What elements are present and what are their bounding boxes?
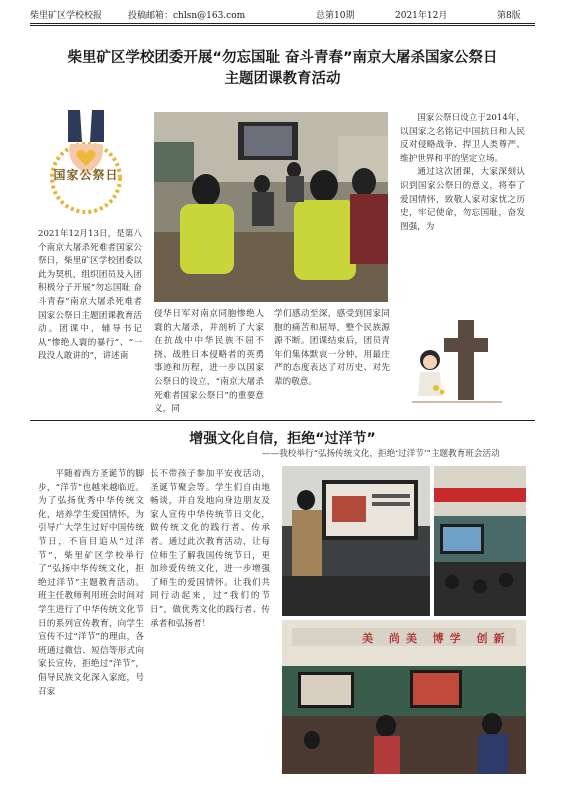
paper-name: 柴里矿区学校校报 bbox=[30, 11, 103, 21]
issue-date: 2021年12月 bbox=[395, 11, 448, 21]
article1-column-3: 学们感动至深，感受到国家同胞的痛苦和屈辱，整个民族源源不断。团课结束后，团员青年们集体默哀一分钟，用最庄严的态度表达了对历史、对先辈的敬意。 bbox=[274, 309, 390, 387]
article2-column-1: 平随着西方圣诞节的脚步，“洋节”也越来越临近。为了弘扬优秀中华传统文化，培养学生爱国情怀，为引导广大学生过好中国传统节日，不盲目追从“过洋节”，柴里矿区学校举行了“弘扬中华传统文化，拒绝过洋节”主题教育活动。班主任教师利用班会时间对学生进行了中华传统文化节日的系列宣传教育，向学生宣传不过“洋节”的理由，各班通过微信、短信等形式向家长宣传，拒绝过“洋节”，倡导民族文化深入家庭，号召家 bbox=[38, 469, 144, 697]
article1-column-4-para1: 国家公祭日设立于2014年，以国家之名铭记中国抗日和人民反对侵略战争、捍卫人类尊严、维护世界和平的坚定立场。 bbox=[400, 113, 525, 164]
page-number: 第8版 bbox=[497, 11, 521, 21]
classroom-photo-3 bbox=[434, 466, 526, 616]
article1-column-1: 2021年12月13日，是第八个南京大屠杀死难者国家公祭日，柴里矿区学校团委以此为契机，组织团员及入团积极分子开展“勿忘国耻 奋斗青春”南京大屠杀死难者国家公祭日主题团课教育活动。团课中，辅导书记从“惨绝人寰的暴行”、“一段没人敢讲的”，讲述南 bbox=[38, 229, 142, 362]
header-rule-1 bbox=[30, 23, 535, 24]
classroom-photo-4 bbox=[282, 620, 526, 774]
memorial-day-badge bbox=[40, 108, 132, 220]
article2-subtitle: ——我校举行“弘扬传统文化，拒绝‘过洋节’”主题教育班会活动 bbox=[262, 449, 500, 459]
classroom-photo-1 bbox=[154, 112, 388, 302]
article2-column-2: 长不带孩子参加平安夜活动，圣诞节聚会等。学生们自由地畅谈，并自发地向身边朋友及家人宣传中华传统节日文化，做传统文化的践行者、传承者。通过此次教育活动，让每位师生了解我国传统节日，更加珍爱传统文化，进一步增强了师生的爱国情怀。让我们共同行动起来，过“我们的节日”，做优秀文化的践行者、传承者和弘扬者！ bbox=[150, 469, 270, 629]
classroom-banner-text: 美 尚美 博学 创新 bbox=[362, 632, 511, 645]
article1-title-line2: 主题团课教育活动 bbox=[224, 71, 341, 87]
article1-title bbox=[30, 48, 535, 90]
section-divider bbox=[30, 420, 535, 421]
hands-heart-icon bbox=[40, 108, 132, 220]
header-rule-2 bbox=[30, 25, 535, 26]
classroom-photo-2 bbox=[282, 466, 430, 616]
article1-column-4 bbox=[400, 112, 525, 312]
article1-column-4-para2: 通过这次团课，大家深刻认识到国家公祭日的意义，将奉了爱国情怀，致敬人家对家忧之历史，牢记使命，勿忘国耻，奋发图强，为 bbox=[400, 167, 525, 232]
issue-number: 总第10期 bbox=[316, 11, 355, 21]
article2-title: 增强文化自信，拒绝“过洋节” bbox=[189, 431, 376, 447]
submission-email: 投稿邮箱：chlsn@163.com bbox=[128, 11, 246, 21]
masthead bbox=[30, 8, 535, 22]
article1-title-line1: 柴里矿区学校团委开展“勿忘国耻 奋斗青春”南京大屠杀国家公祭日 bbox=[67, 50, 498, 66]
badge-label: 国家公祭日 bbox=[53, 168, 119, 182]
article1-column-2: 侵华日军对南京同胞惨绝人寰的大屠杀，并剖析了大家在抗战中中华民族不屈不挠、战胜日本侵略者的英勇事迹和历程，进一步以国家公祭日的设立，“南京大屠杀死难者国家公祭日”的重要意义，同 bbox=[154, 309, 264, 415]
cross-icon bbox=[412, 316, 502, 412]
memorial-cross-illustration bbox=[412, 316, 502, 412]
